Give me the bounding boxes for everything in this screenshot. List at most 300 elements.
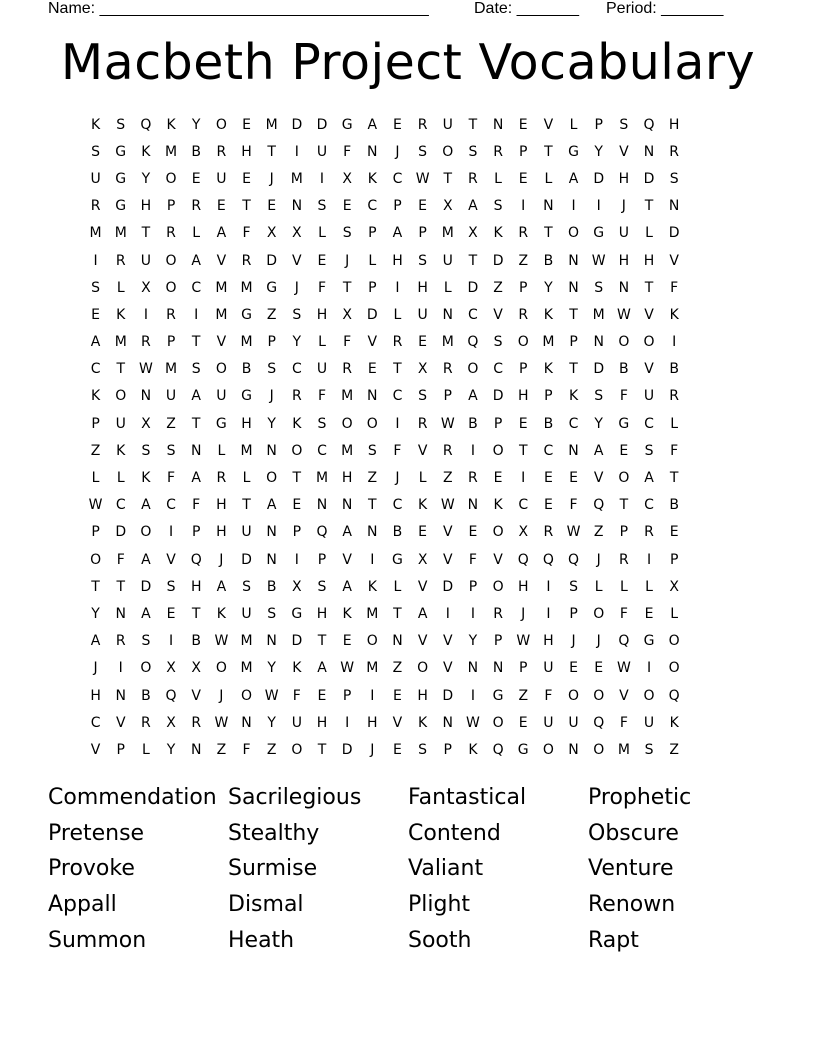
grid-letter: R (493, 605, 503, 622)
grid-letter: L (116, 279, 125, 296)
grid-letter: C (468, 306, 478, 323)
grid-letter: L (670, 605, 679, 622)
grid-letter: F (468, 551, 477, 568)
grid-letter: F (619, 605, 628, 622)
grid-letter: U (291, 714, 302, 731)
grid-letter: B (266, 578, 277, 595)
grid-letter: P (267, 334, 276, 351)
grid-letter: C (90, 361, 101, 378)
grid-letter: E (418, 524, 428, 541)
grid-letter: O (291, 741, 303, 758)
grid-letter: N (190, 442, 202, 459)
grid-letter: M (240, 660, 253, 677)
grid-letter: R (518, 306, 529, 323)
grid-letter: V (669, 252, 679, 269)
grid-letter: H (417, 279, 428, 296)
grid-letter: N (140, 388, 152, 405)
grid-letter: M (114, 225, 127, 242)
grid-letter: T (116, 578, 126, 595)
grid-letter: K (493, 225, 503, 242)
grid-letter: P (116, 741, 125, 758)
grid-letter: R (392, 334, 403, 351)
grid-letter: I (143, 306, 148, 323)
grid-letter: A (367, 116, 378, 133)
grid-letter: G (643, 633, 655, 650)
grid-letter: K (116, 442, 126, 459)
grid-letter: I (646, 660, 652, 677)
grid-letter: E (669, 524, 679, 541)
grid-letter: I (571, 198, 576, 215)
grid-letter: L (318, 225, 326, 242)
grid-letter: V (619, 143, 629, 160)
grid-letter: W (138, 361, 153, 378)
grid-letter: Y (267, 714, 276, 731)
grid-letter: G (241, 388, 252, 405)
grid-letter: L (544, 170, 553, 187)
grid-letter: R (468, 170, 478, 187)
grid-letter: C (644, 415, 654, 432)
grid-letter: K (141, 470, 151, 487)
grid-letter: F (343, 334, 352, 351)
grid-letter: T (242, 497, 251, 514)
grid-letter: X (518, 524, 529, 541)
grid-letter: T (91, 578, 100, 595)
grid-letter: U (316, 143, 328, 160)
grid-letter: U (90, 170, 101, 187)
grid-letter: Z (493, 279, 503, 296)
grid-row (83, 247, 687, 274)
grid-letter: M (265, 116, 278, 133)
grid-letter: I (118, 660, 123, 677)
grid-letter: R (644, 524, 654, 541)
grid-letter: E (166, 605, 176, 622)
grid-letter: E (242, 116, 251, 133)
grid-letter: H (241, 143, 252, 160)
grid-row (83, 138, 687, 165)
grid-letter: R (216, 470, 227, 487)
grid-letter: D (442, 687, 454, 704)
grid-letter: I (470, 605, 475, 622)
grid-letter: R (442, 361, 453, 378)
vocabulary-word: Renown (588, 892, 676, 918)
grid-letter: P (368, 225, 377, 242)
grid-letter: D (442, 578, 454, 595)
grid-letter: M (315, 470, 329, 487)
grid-letter: Q (492, 741, 504, 758)
grid-letter: S (367, 442, 377, 459)
grid-letter: J (395, 470, 400, 487)
grid-letter: U (442, 252, 453, 269)
grid-letter: A (216, 225, 227, 242)
vocabulary-word: Valiant (408, 856, 484, 882)
grid-letter: J (269, 388, 274, 405)
grid-letter: I (294, 551, 299, 568)
vocabulary-word: Provoke (48, 856, 135, 882)
grid-letter: Q (643, 116, 655, 133)
grid-letter: F (544, 687, 553, 704)
grid-letter: V (342, 551, 352, 568)
grid-letter: V (619, 687, 629, 704)
grid-letter: M (366, 660, 379, 677)
grid-letter: D (643, 170, 655, 187)
grid-letter: N (492, 660, 504, 677)
grid-row (83, 573, 687, 600)
grid-letter: T (317, 633, 327, 650)
grid-letter: U (417, 306, 428, 323)
grid-letter: L (594, 578, 603, 595)
grid-letter: I (521, 470, 526, 487)
grid-letter: O (140, 524, 152, 541)
grid-letter: S (317, 415, 327, 432)
grid-letter: V (644, 306, 654, 323)
grid-letter: U (643, 714, 655, 731)
vocabulary-word: Sacrilegious (228, 785, 362, 811)
grid-letter: J (370, 741, 375, 758)
grid-letter: D (492, 252, 504, 269)
name-field-label: Name: _____________________________________ (48, 0, 429, 17)
grid-letter: U (216, 388, 227, 405)
grid-letter: G (492, 687, 504, 704)
grid-letter: N (593, 334, 604, 351)
grid-letter: H (140, 198, 152, 215)
grid-letter: P (468, 578, 478, 595)
grid-letter: E (569, 660, 578, 677)
period-field-label: Period: _______ (606, 0, 724, 17)
grid-letter: Z (266, 741, 277, 758)
grid-letter: K (468, 741, 478, 758)
grid-letter: H (618, 170, 630, 187)
grid-letter: Q (542, 551, 554, 568)
grid-letter: R (191, 714, 202, 731)
grid-letter: V (442, 551, 453, 568)
grid-letter: L (393, 306, 402, 323)
grid-letter: O (643, 687, 655, 704)
grid-row (83, 356, 687, 383)
grid-letter: R (669, 143, 680, 160)
grid-letter: G (517, 741, 529, 758)
grid-letter: A (266, 497, 277, 514)
grid-row (83, 193, 687, 220)
grid-letter: W (214, 714, 229, 731)
grid-letter: M (341, 388, 354, 405)
grid-letter: O (492, 442, 504, 459)
grid-letter: P (544, 388, 553, 405)
grid-letter: Y (267, 660, 276, 677)
grid-letter: A (141, 497, 151, 514)
grid-letter: A (342, 524, 352, 541)
grid-letter: T (569, 361, 578, 378)
grid-letter: D (341, 741, 353, 758)
grid-letter: U (643, 388, 655, 405)
grid-letter: D (492, 388, 504, 405)
grid-letter: R (618, 551, 629, 568)
grid-letter: Y (91, 605, 100, 622)
grid-letter: N (115, 605, 126, 622)
word-bank-row (48, 851, 768, 887)
grid-letter: R (442, 442, 453, 459)
grid-letter: X (342, 306, 352, 323)
grid-letter: W (340, 660, 355, 677)
grid-letter: H (668, 116, 680, 133)
grid-letter: D (593, 361, 605, 378)
grid-letter: E (393, 741, 402, 758)
grid-letter: E (569, 470, 578, 487)
grid-letter: M (592, 306, 605, 323)
grid-letter: G (115, 143, 127, 160)
grid-letter: A (468, 388, 478, 405)
grid-letter: R (493, 143, 503, 160)
grid-letter: S (594, 388, 604, 405)
grid-letter: R (417, 116, 428, 133)
grid-letter: Z (392, 660, 403, 677)
grid-letter: M (542, 334, 555, 351)
grid-letter: N (367, 388, 378, 405)
grid-letter: H (643, 252, 655, 269)
grid-letter: S (418, 388, 428, 405)
grid-letter: L (645, 225, 653, 242)
grid-letter: U (216, 170, 227, 187)
grid-letter: N (241, 714, 252, 731)
grid-letter: P (342, 687, 352, 704)
grid-letter: H (517, 578, 529, 595)
grid-letter: F (317, 279, 327, 296)
page-title: Macbeth Project Vocabulary (60, 34, 756, 91)
grid-letter: L (393, 578, 402, 595)
grid-letter: B (191, 143, 201, 160)
grid-letter: N (643, 143, 655, 160)
vocabulary-word: Rapt (588, 927, 639, 953)
grid-letter: V (493, 306, 503, 323)
grid-letter: U (543, 660, 554, 677)
grid-letter: P (519, 279, 528, 296)
grid-row (83, 655, 687, 682)
grid-letter: Q (190, 551, 202, 568)
grid-letter: H (392, 252, 403, 269)
grid-letter: J (269, 170, 274, 187)
grid-letter: E (393, 116, 402, 133)
grid-letter: O (115, 388, 127, 405)
vocabulary-word: Plight (408, 892, 471, 918)
grid-letter: V (593, 470, 604, 487)
grid-letter: S (317, 198, 327, 215)
grid-letter: P (569, 334, 578, 351)
grid-letter: N (467, 660, 479, 677)
grid-letter: M (240, 279, 253, 296)
grid-letter: V (166, 551, 176, 568)
grid-letter: S (91, 143, 101, 160)
grid-letter: Q (593, 497, 605, 514)
grid-letter: L (242, 470, 251, 487)
grid-letter: M (89, 225, 102, 242)
vocabulary-word: Fantastical (408, 785, 527, 811)
grid-letter: M (366, 605, 379, 622)
grid-letter: S (644, 741, 654, 758)
grid-letter: O (366, 633, 378, 650)
grid-letter: I (672, 334, 677, 351)
grid-letter: O (643, 334, 655, 351)
grid-letter: W (415, 170, 430, 187)
grid-letter: S (569, 578, 578, 595)
grid-letter: S (669, 170, 679, 187)
grid-letter: N (568, 279, 579, 296)
grid-letter: I (470, 687, 475, 704)
grid-letter: F (116, 551, 125, 568)
grid-letter: T (242, 198, 251, 215)
grid-letter: X (442, 198, 453, 215)
grid-letter: O (593, 605, 605, 622)
grid-letter: J (596, 633, 601, 650)
grid-letter: U (442, 116, 453, 133)
grid-letter: O (467, 361, 479, 378)
grid-letter: E (242, 170, 251, 187)
grid-letter: H (216, 497, 227, 514)
grid-letter: N (367, 143, 378, 160)
vocabulary-word: Venture (588, 856, 674, 882)
grid-letter: J (219, 687, 224, 704)
grid-letter: E (267, 198, 277, 215)
grid-letter: I (546, 605, 551, 622)
grid-letter: C (317, 442, 327, 459)
grid-letter: A (568, 170, 579, 187)
grid-letter: I (521, 198, 526, 215)
grid-letter: N (190, 741, 202, 758)
grid-letter: H (417, 687, 428, 704)
grid-letter: V (442, 633, 453, 650)
grid-letter: M (165, 361, 178, 378)
grid-letter: P (619, 524, 629, 541)
grid-row (83, 546, 687, 573)
grid-letter: E (393, 687, 402, 704)
grid-letter: U (543, 714, 554, 731)
grid-letter: T (569, 306, 578, 323)
grid-row (83, 437, 687, 464)
grid-letter: P (91, 415, 100, 432)
grid-letter: Y (594, 143, 603, 160)
grid-letter: O (442, 143, 454, 160)
grid-letter: H (517, 388, 529, 405)
grid-letter: O (517, 334, 529, 351)
grid-letter: E (518, 415, 528, 432)
grid-letter: M (114, 334, 127, 351)
grid-letter: N (467, 497, 479, 514)
vocabulary-word: Obscure (588, 820, 679, 846)
grid-letter: M (165, 143, 178, 160)
grid-letter: M (617, 741, 630, 758)
grid-letter: P (594, 116, 603, 133)
grid-letter: I (395, 415, 400, 432)
grid-letter: D (266, 252, 278, 269)
grid-letter: L (645, 578, 653, 595)
grid-letter: R (468, 470, 478, 487)
word-bank-row (48, 887, 768, 923)
grid-letter: O (618, 470, 630, 487)
grid-letter: N (618, 279, 630, 296)
grid-letter: E (543, 497, 553, 514)
grid-letter: K (543, 306, 553, 323)
grid-letter: S (317, 578, 327, 595)
grid-letter: Z (669, 741, 679, 758)
grid-letter: Q (316, 524, 328, 541)
grid-letter: T (644, 198, 654, 215)
grid-letter: O (140, 660, 152, 677)
grid-letter: A (216, 578, 227, 595)
vocabulary-word: Surmise (228, 856, 318, 882)
grid-row (83, 519, 687, 546)
grid-letter: V (367, 334, 378, 351)
grid-letter: W (440, 415, 455, 432)
grid-letter: S (418, 741, 428, 758)
word-search-grid (83, 111, 687, 764)
grid-letter: R (216, 143, 227, 160)
grid-letter: W (440, 497, 455, 514)
grid-letter: U (316, 361, 328, 378)
grid-letter: F (167, 470, 176, 487)
grid-letter: F (317, 388, 327, 405)
grid-letter: S (644, 442, 654, 459)
grid-letter: T (191, 605, 201, 622)
grid-letter: V (216, 252, 227, 269)
grid-letter: O (417, 660, 429, 677)
grid-letter: T (518, 442, 528, 459)
grid-letter: P (519, 660, 528, 677)
grid-letter: L (670, 415, 679, 432)
grid-letter: V (90, 741, 101, 758)
grid-letter: X (191, 660, 201, 677)
grid-letter: G (618, 415, 630, 432)
grid-letter: G (593, 225, 605, 242)
grid-letter: D (291, 633, 303, 650)
grid-letter: C (493, 361, 503, 378)
grid-letter: E (543, 470, 553, 487)
grid-letter: A (191, 470, 201, 487)
grid-letter: R (291, 388, 302, 405)
grid-letter: E (216, 198, 226, 215)
grid-letter: W (466, 714, 480, 731)
grid-letter: K (216, 605, 226, 622)
grid-letter: F (343, 143, 352, 160)
grid-letter: Z (442, 470, 453, 487)
grid-letter: R (166, 225, 176, 242)
grid-letter: O (165, 170, 177, 187)
grid-letter: T (644, 279, 654, 296)
grid-letter: K (90, 116, 101, 133)
grid-row (83, 682, 687, 709)
grid-letter: G (266, 279, 278, 296)
grid-letter: O (241, 687, 253, 704)
grid-letter: I (395, 279, 400, 296)
grid-letter: S (493, 334, 503, 351)
grid-row (83, 301, 687, 328)
grid-letter: D (115, 524, 127, 541)
grid-letter: Q (618, 633, 630, 650)
grid-letter: E (367, 361, 377, 378)
grid-row (83, 165, 687, 192)
grid-letter: P (443, 388, 452, 405)
grid-letter: K (292, 415, 302, 432)
grid-letter: J (571, 633, 576, 650)
grid-letter: N (341, 497, 353, 514)
grid-letter: N (266, 633, 277, 650)
grid-letter: G (241, 306, 252, 323)
grid-letter: R (141, 714, 151, 731)
grid-letter: L (494, 170, 502, 187)
grid-letter: Q (593, 714, 605, 731)
grid-letter: W (616, 660, 631, 677)
grid-letter: A (417, 605, 428, 622)
grid-letter: C (291, 361, 302, 378)
vocabulary-word: Dismal (228, 892, 304, 918)
grid-letter: V (292, 252, 302, 269)
